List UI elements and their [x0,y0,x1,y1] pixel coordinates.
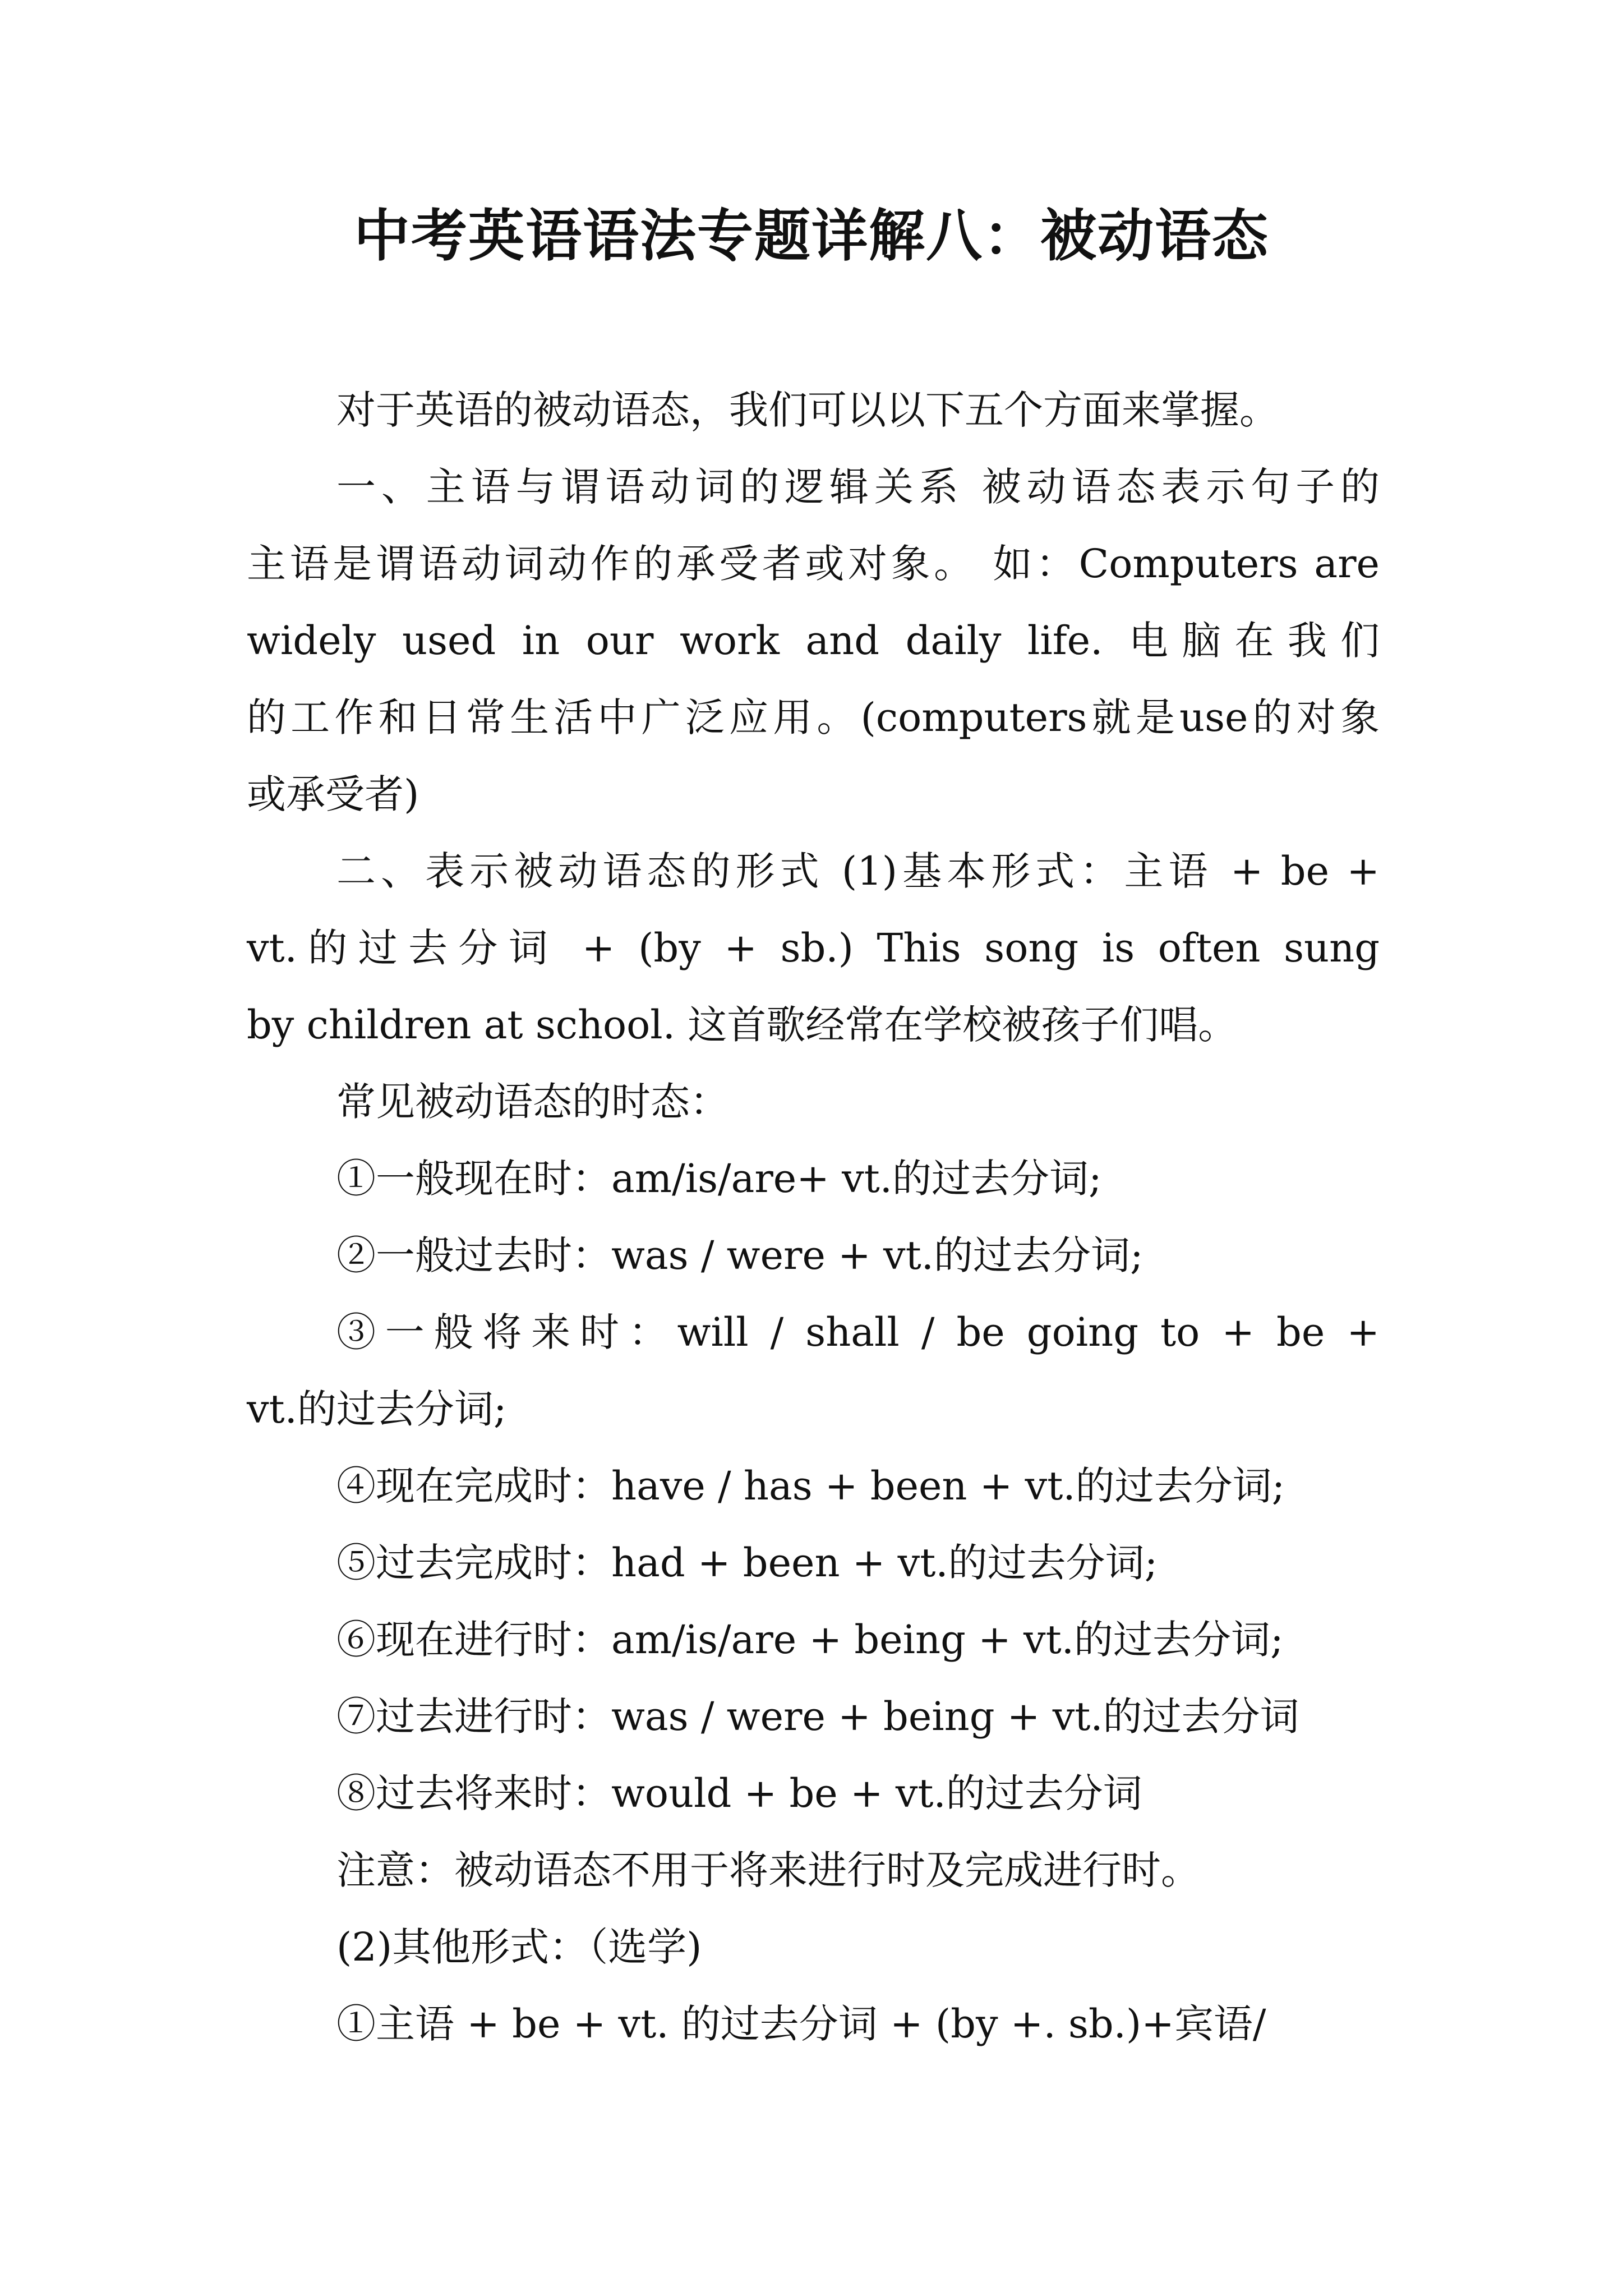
paragraph-line: 主语是谓语动词动作的承受者或对象。 如：Computers are [247,541,1380,587]
list-item-continuation: vt.的过去分词; [247,1386,507,1432]
note-line: 注意：被动语态不用于将来进行时及完成进行时。 [336,1847,1200,1893]
paragraph-line: 的工作和日常生活中广泛应用。(computers就是use的对象 [247,694,1380,740]
list-item: ④现在完成时：have / has + been + vt.的过去分词; [336,1463,1285,1509]
document-body [247,372,1380,2063]
paragraph-line: 常见被动语态的时态： [336,1079,729,1125]
paragraph-line: widely used in our work and daily life. 电脑在我们 [247,618,1380,664]
paragraph-line: 一、主语与谓语动词的逻辑关系 被动语态表示句子的 [336,464,1380,510]
paragraph-line: 二、表示被动语态的形式 (1)基本形式：主语 + be + [336,848,1380,894]
list-item: ①主语 + be + vt. 的过去分词 + (by +. sb.)+宾语/ [336,2001,1266,2047]
list-item: ⑧过去将来时：would + be + vt.的过去分词 [336,1770,1142,1816]
list-item: ⑤过去完成时：had + been + vt.的过去分词; [336,1540,1158,1586]
section-heading: (2)其他形式：（选学) [336,1924,702,1970]
list-item: ③一般将来时：will / shall / be going to + be + [336,1309,1380,1355]
list-item: ⑥现在进行时：am/is/are + being + vt.的过去分词; [336,1617,1284,1663]
paragraph-line: 或承受者) [247,771,419,817]
paragraph-line: by children at school. 这首歌经常在学校被孩子们唱。 [247,1002,1238,1048]
document-title: 中考英语语法专题详解八：被动语态 [354,203,1269,269]
list-item: ②一般过去时：was / were + vt.的过去分词; [336,1232,1144,1278]
paragraph-line: vt.的过去分词 + (by + sb.) This song is often sung [247,925,1380,971]
list-item: ⑦过去进行时：was / were + being + vt.的过去分词 [336,1694,1299,1740]
list-item: ①一般现在时：am/is/are+ vt.的过去分词; [336,1156,1102,1202]
paragraph-line: 对于英语的被动语态，我们可以以下五个方面来掌握。 [336,387,1279,433]
